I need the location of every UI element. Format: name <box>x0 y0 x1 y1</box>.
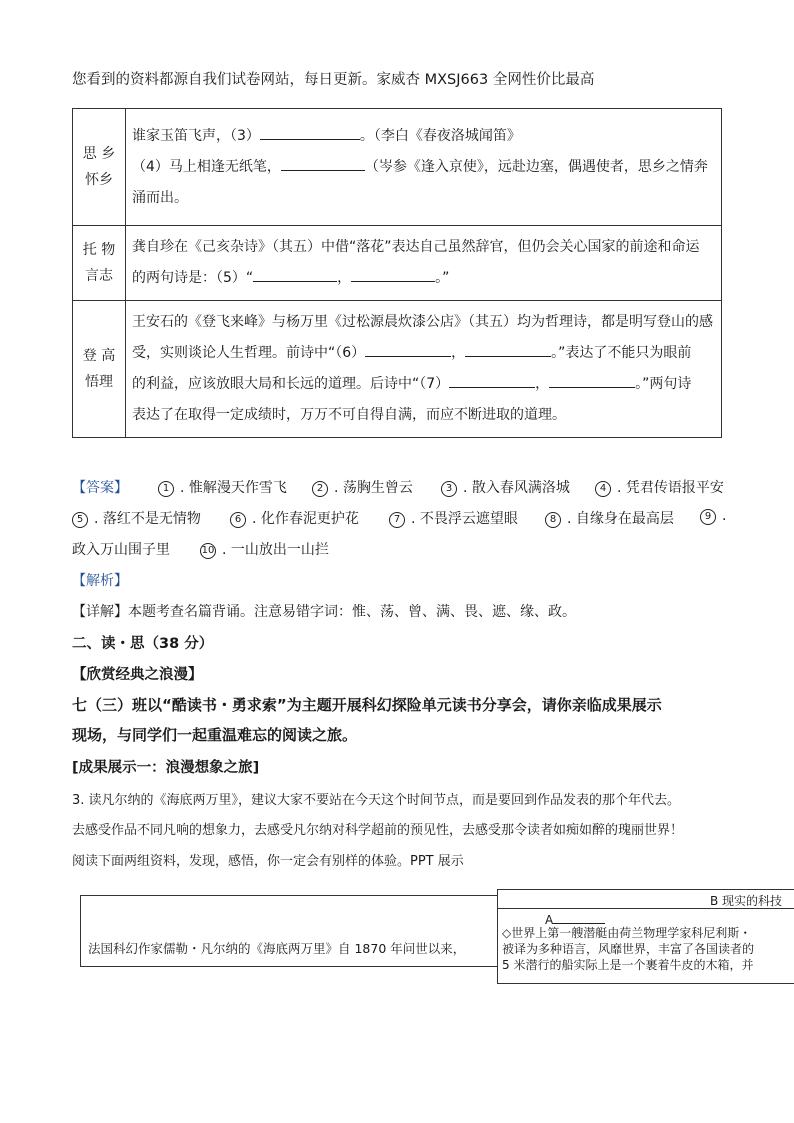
answer-item <box>230 508 359 528</box>
answer-item <box>200 539 329 559</box>
category-label: 登 高 <box>82 348 116 364</box>
content-cell <box>126 301 722 438</box>
circled-number: 1 <box>158 481 174 497</box>
text-fragment: （4）马上相逢无纸笔， <box>132 158 281 175</box>
content-cell <box>126 226 722 301</box>
section-title: 二、读・思（38 分） <box>72 636 214 652</box>
answer-line-1 <box>72 477 128 497</box>
answer-label: 【答案】 <box>72 480 128 496</box>
category-label: 悟理 <box>85 374 113 390</box>
circled-number: 6 <box>230 512 246 528</box>
answer-blank <box>449 373 535 388</box>
answer-text: . 落红不是无情物 <box>94 511 201 527</box>
text-fragment: 的利益，应该放眼大局和长远的道理。后诗中“（7） <box>132 376 450 392</box>
ppt-table-b <box>497 889 794 984</box>
circled-number: 8 <box>545 512 561 528</box>
ppt-b-divider <box>498 908 794 909</box>
answer-blank <box>365 342 451 357</box>
category-label: 托 物 <box>82 242 116 258</box>
answer-item <box>545 508 674 528</box>
question-line: 阅读下面两组资料，发现，感悟，你一定会有别样的体验。PPT 展示 <box>72 854 464 869</box>
showcase-title: [成果展示一：浪漫想象之旅] <box>72 760 260 776</box>
ppt-b-line: 5 米潜行的船实际上是一个裹着牛皮的木箱，并 <box>502 958 754 972</box>
category-label: 言志 <box>85 268 113 284</box>
answer-item <box>441 477 570 497</box>
ppt-b-line: ◇世界上第一艘潜艇由荷兰物理学家科尼利斯・ <box>502 926 752 940</box>
text-line <box>132 369 713 400</box>
answer-blank <box>549 373 635 388</box>
text-fragment: 受，实则谈论人生哲理。前诗中“（6） <box>132 345 366 361</box>
answer-text: . 一山放出一山拦 <box>222 542 329 558</box>
category-label: 怀乡 <box>85 172 113 188</box>
answer-blank <box>351 267 435 282</box>
text-fragment: 。”表达了不能只为眼前 <box>551 345 692 361</box>
category-cell <box>73 226 126 301</box>
text-fragment: 。”两句诗 <box>635 376 692 392</box>
answer-continued: 政入万山围子里 <box>72 542 170 558</box>
answer-text: . 自缘身在最高层 <box>567 511 674 527</box>
category-cell <box>73 109 126 226</box>
answer-item <box>700 508 726 525</box>
circled-number: 3 <box>441 481 457 497</box>
answer-blank <box>253 267 337 282</box>
circled-number: 10 <box>200 543 216 559</box>
text-line: 涌而出。 <box>132 189 188 206</box>
ppt-a-letter: A <box>545 913 554 927</box>
ppt-left-text: 法国科幻作家儒勒・凡尔纳的《海底两万里》自 1870 年问世以来， <box>88 941 466 956</box>
circled-number: 5 <box>72 512 88 528</box>
answer-text: . 不畏浮云遮望眼 <box>411 511 518 527</box>
answer-text: . 凭君传语报平安 <box>617 480 724 496</box>
text-line <box>132 152 713 183</box>
table-row <box>73 226 722 301</box>
question-line: 去感受作品不同凡响的想象力，去感受凡尔纳对科学超前的预见性，去感受那令读者如痴如醉的瑰丽世界！ <box>72 823 684 838</box>
answer-item <box>595 477 724 497</box>
text-fragment: 的两句诗是：（5）“ <box>132 270 254 286</box>
detail-line <box>72 601 576 621</box>
question-line: 3. 读凡尔纳的《海底两万里》，建议大家不要站在今天这个时间节点，而是要回到作品发表的那个年代去。 <box>72 793 681 808</box>
intro-line: 现场，与同学们一起重温难忘的阅读之旅。 <box>72 726 358 744</box>
text-line: 表达了在取得一定成绩时，万万不可自得自满，而应不断进取的道理。 <box>132 407 566 423</box>
text-line: 王安石的《登飞来峰》与杨万里《过松源晨炊漆公店》（其五）均为哲理诗，都是明写登山的感 <box>132 314 713 330</box>
table-row <box>73 301 722 438</box>
answer-text: . 散入春风满洛城 <box>463 480 570 496</box>
text-fragment: ， <box>337 270 352 286</box>
circled-number: 4 <box>595 481 611 497</box>
answer-text: . <box>722 508 727 524</box>
poem-table <box>72 108 722 438</box>
answer-blank <box>260 125 360 140</box>
circled-number: 7 <box>389 512 405 528</box>
category-cell <box>73 301 126 438</box>
ppt-b-header: B 现实的科技 <box>710 894 783 908</box>
subsection-title: 【欣赏经典之浪漫】 <box>72 667 203 683</box>
detail-text: 本题考查名篇背诵。注意易错字词：惟、荡、曾、满、畏、遮、缘、政。 <box>128 604 576 620</box>
page-header: 您看到的资料都源自我们试卷网站，每日更新。家威杏 MXSJ663 全网性价比最高 <box>72 72 595 88</box>
text-fragment: （岑参《逢入京使》，远赴边塞，偶遇使者，思乡之情奔 <box>364 158 708 175</box>
answer-item <box>158 477 287 497</box>
answer-text: . 化作春泥更护花 <box>252 511 359 527</box>
content-cell <box>126 109 722 226</box>
text-line <box>132 263 713 294</box>
category-label: 思 乡 <box>82 146 116 162</box>
text-fragment: ， <box>535 376 550 392</box>
text-line <box>132 338 713 369</box>
text-fragment: 谁家玉笛飞声，（3） <box>132 127 260 144</box>
intro-line: 七（三）班以“酷读书・勇求索”为主题开展科幻探险单元读书分享会，请你亲临成果展示 <box>72 696 662 714</box>
answer-blank <box>281 156 365 171</box>
analysis-label: 【解析】 <box>72 573 128 589</box>
text-line <box>132 121 713 152</box>
text-line: 龚自珍在《己亥杂诗》（其五）中借“落花”表达自己虽然辞官，但仍会关心国家的前途和命运 <box>132 239 700 255</box>
circled-number: 9 <box>700 509 716 525</box>
text-fragment: 。” <box>435 270 450 286</box>
answer-item <box>389 508 518 528</box>
circled-number: 2 <box>312 481 328 497</box>
answer-item <box>72 508 201 528</box>
answer-text: . 惟解漫天作雪飞 <box>180 480 287 496</box>
table-row <box>73 109 722 226</box>
answer-text: . 荡胸生曾云 <box>334 480 413 496</box>
detail-label: 【详解】 <box>72 604 128 620</box>
text-fragment: 。（李白《春夜洛城闻笛》 <box>359 127 521 144</box>
text-fragment: ， <box>451 345 466 361</box>
answer-blank <box>465 342 551 357</box>
ppt-b-line: 被译为多种语言，风靡世界，丰富了各国读者的 <box>502 942 755 956</box>
answer-item <box>312 477 413 497</box>
